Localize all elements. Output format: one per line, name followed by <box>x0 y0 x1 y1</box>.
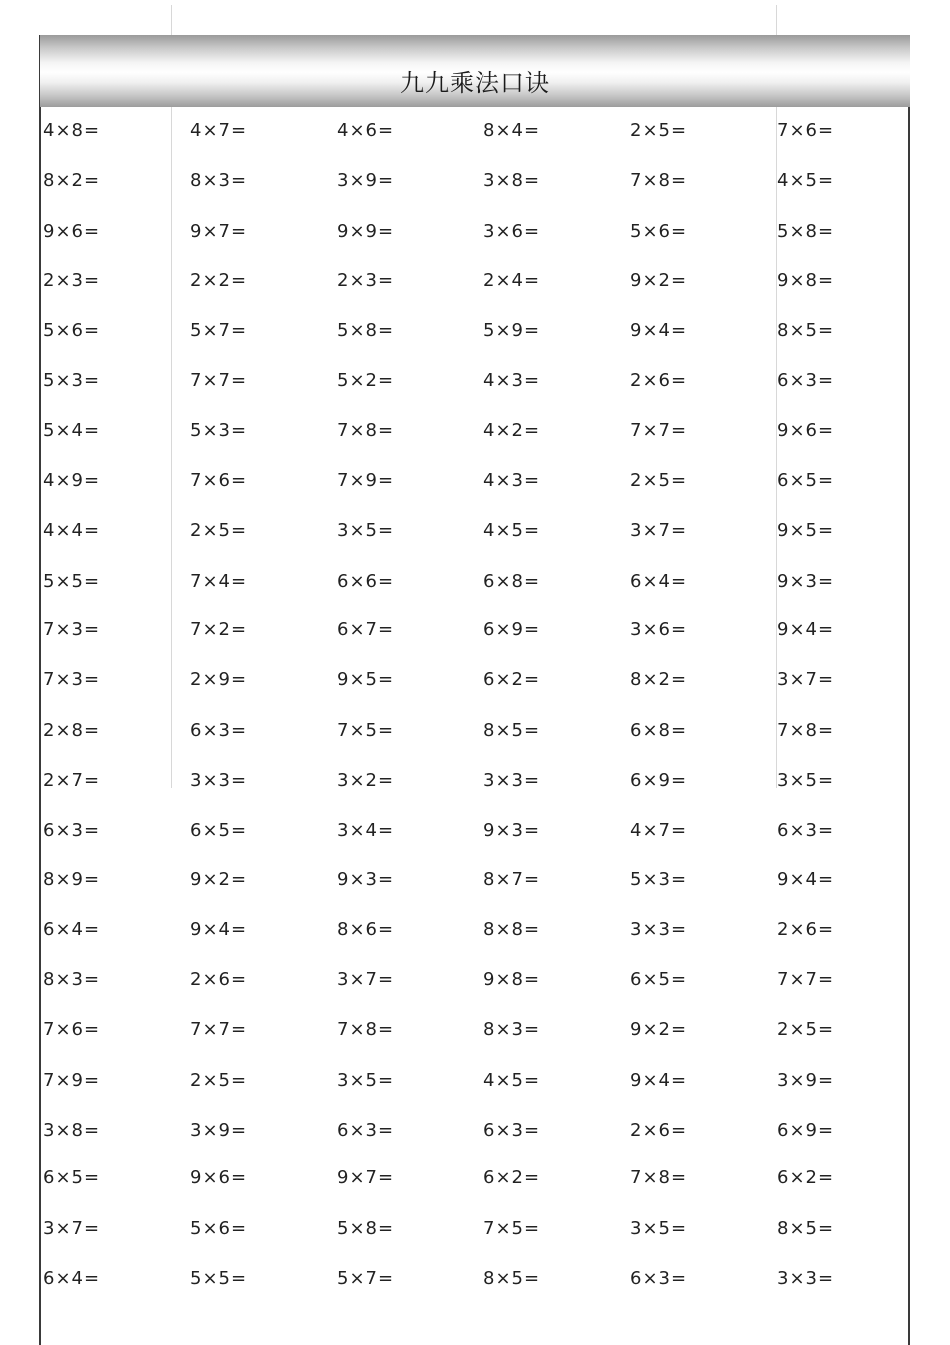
math-problem: 7×5= <box>337 720 395 741</box>
math-problem: 3×5= <box>337 520 395 541</box>
math-problem: 7×2= <box>190 619 248 640</box>
math-problem: 2×6= <box>630 370 688 391</box>
math-problem: 4×6= <box>337 120 395 141</box>
math-problem: 6×5= <box>190 820 248 841</box>
math-problem: 6×3= <box>337 1120 395 1141</box>
math-problem: 9×8= <box>483 969 541 990</box>
math-problem: 9×3= <box>483 820 541 841</box>
math-problem: 3×3= <box>777 1268 835 1289</box>
math-problem: 6×2= <box>777 1167 835 1188</box>
math-problem: 3×7= <box>43 1218 101 1239</box>
math-problem: 7×9= <box>337 470 395 491</box>
math-problem: 4×5= <box>777 170 835 191</box>
math-problem: 9×4= <box>630 1070 688 1091</box>
math-problem: 6×2= <box>483 669 541 690</box>
math-problem: 6×4= <box>43 1268 101 1289</box>
math-problem: 4×5= <box>483 520 541 541</box>
math-problem: 6×8= <box>630 720 688 741</box>
math-problem: 8×5= <box>483 1268 541 1289</box>
math-problem: 5×5= <box>190 1268 248 1289</box>
math-problem: 6×8= <box>483 571 541 592</box>
math-problem: 3×3= <box>190 770 248 791</box>
math-problem: 6×3= <box>43 820 101 841</box>
math-problem: 6×9= <box>483 619 541 640</box>
math-problem: 5×4= <box>43 420 101 441</box>
math-problem: 7×6= <box>777 120 835 141</box>
column-guide-line-left <box>171 5 172 788</box>
math-problem: 5×6= <box>630 221 688 242</box>
math-problem: 3×9= <box>777 1070 835 1091</box>
math-problem: 4×3= <box>483 470 541 491</box>
math-problem: 2×5= <box>190 520 248 541</box>
math-problem: 7×7= <box>190 1019 248 1040</box>
math-problem: 9×3= <box>777 571 835 592</box>
math-problem: 6×3= <box>483 1120 541 1141</box>
math-problem: 7×6= <box>43 1019 101 1040</box>
math-problem: 3×3= <box>483 770 541 791</box>
math-problem: 5×7= <box>190 320 248 341</box>
math-problem: 3×5= <box>777 770 835 791</box>
math-problem: 9×2= <box>190 869 248 890</box>
math-problem: 7×8= <box>777 720 835 741</box>
math-problem: 8×7= <box>483 869 541 890</box>
math-problem: 7×8= <box>337 1019 395 1040</box>
math-problem: 3×2= <box>337 770 395 791</box>
math-problem: 5×2= <box>337 370 395 391</box>
math-problem: 7×3= <box>43 619 101 640</box>
math-problem: 9×3= <box>337 869 395 890</box>
page-title: 九九乘法口诀 <box>400 69 550 97</box>
math-problem: 3×7= <box>337 969 395 990</box>
math-problem: 9×4= <box>630 320 688 341</box>
math-problem: 5×8= <box>337 1218 395 1239</box>
math-problem: 3×7= <box>630 520 688 541</box>
math-problem: 6×4= <box>630 571 688 592</box>
math-problem: 6×5= <box>43 1167 101 1188</box>
math-problem: 3×5= <box>630 1218 688 1239</box>
math-problem: 7×9= <box>43 1070 101 1091</box>
math-problem: 2×6= <box>190 969 248 990</box>
math-problem: 4×7= <box>190 120 248 141</box>
math-problem: 9×2= <box>630 1019 688 1040</box>
math-problem: 5×3= <box>190 420 248 441</box>
math-problem: 9×8= <box>777 270 835 291</box>
math-problem: 2×8= <box>43 720 101 741</box>
math-problem: 6×3= <box>190 720 248 741</box>
math-problem: 2×9= <box>190 669 248 690</box>
math-problem: 9×9= <box>337 221 395 242</box>
math-problem: 5×8= <box>337 320 395 341</box>
math-problem: 9×6= <box>777 420 835 441</box>
math-problem: 2×5= <box>630 120 688 141</box>
math-problem: 9×6= <box>43 221 101 242</box>
math-problem: 9×7= <box>337 1167 395 1188</box>
page-border-left <box>39 35 41 1345</box>
page-border-right <box>908 35 910 1345</box>
math-problem: 2×2= <box>190 270 248 291</box>
math-problem: 7×3= <box>43 669 101 690</box>
math-problem: 8×3= <box>190 170 248 191</box>
math-problem: 8×8= <box>483 919 541 940</box>
math-problem: 5×3= <box>630 869 688 890</box>
math-problem: 5×3= <box>43 370 101 391</box>
math-problem: 2×4= <box>483 270 541 291</box>
math-problem: 7×8= <box>630 170 688 191</box>
math-problem: 3×3= <box>630 919 688 940</box>
math-problem: 8×3= <box>483 1019 541 1040</box>
math-problem: 4×8= <box>43 120 101 141</box>
math-problem: 8×4= <box>483 120 541 141</box>
math-problem: 4×2= <box>483 420 541 441</box>
math-problem: 9×4= <box>190 919 248 940</box>
math-problem: 7×4= <box>190 571 248 592</box>
math-problem: 9×4= <box>777 869 835 890</box>
math-problem: 3×6= <box>483 221 541 242</box>
math-problem: 8×2= <box>630 669 688 690</box>
math-problem: 8×5= <box>777 320 835 341</box>
math-problem: 2×5= <box>777 1019 835 1040</box>
math-problem: 3×8= <box>43 1120 101 1141</box>
math-problem: 6×9= <box>630 770 688 791</box>
math-problem: 6×9= <box>777 1120 835 1141</box>
math-problem: 4×9= <box>43 470 101 491</box>
math-problem: 6×5= <box>630 969 688 990</box>
math-problem: 3×8= <box>483 170 541 191</box>
math-problem: 6×2= <box>483 1167 541 1188</box>
math-problem: 6×3= <box>777 820 835 841</box>
math-problem: 7×7= <box>777 969 835 990</box>
math-problem: 4×4= <box>43 520 101 541</box>
math-problem: 6×5= <box>777 470 835 491</box>
math-problem: 6×7= <box>337 619 395 640</box>
math-problem: 3×7= <box>777 669 835 690</box>
math-problem: 8×9= <box>43 869 101 890</box>
math-problem: 5×5= <box>43 571 101 592</box>
math-problem: 7×8= <box>337 420 395 441</box>
math-problem: 3×9= <box>190 1120 248 1141</box>
math-problem: 9×5= <box>777 520 835 541</box>
math-problem: 4×5= <box>483 1070 541 1091</box>
math-problem: 5×8= <box>777 221 835 242</box>
title-bar <box>40 35 910 107</box>
math-problem: 7×7= <box>630 420 688 441</box>
math-problem: 8×2= <box>43 170 101 191</box>
math-problem: 6×3= <box>630 1268 688 1289</box>
math-problem: 6×6= <box>337 571 395 592</box>
math-problem: 6×3= <box>777 370 835 391</box>
math-problem: 3×4= <box>337 820 395 841</box>
math-problem: 7×7= <box>190 370 248 391</box>
math-problem: 9×7= <box>190 221 248 242</box>
math-problem: 2×6= <box>630 1120 688 1141</box>
math-problem: 8×5= <box>777 1218 835 1239</box>
math-problem: 2×6= <box>777 919 835 940</box>
math-problem: 8×5= <box>483 720 541 741</box>
math-problem: 3×5= <box>337 1070 395 1091</box>
math-problem: 2×7= <box>43 770 101 791</box>
math-problem: 2×3= <box>43 270 101 291</box>
math-problem: 5×6= <box>43 320 101 341</box>
math-problem: 7×6= <box>190 470 248 491</box>
math-problem: 9×4= <box>777 619 835 640</box>
math-problem: 5×7= <box>337 1268 395 1289</box>
math-problem: 8×3= <box>43 969 101 990</box>
math-problem: 9×6= <box>190 1167 248 1188</box>
math-problem: 3×6= <box>630 619 688 640</box>
math-problem: 9×5= <box>337 669 395 690</box>
math-problem: 5×9= <box>483 320 541 341</box>
math-problem: 2×3= <box>337 270 395 291</box>
math-problem: 4×3= <box>483 370 541 391</box>
math-problem: 2×5= <box>190 1070 248 1091</box>
math-problem: 2×5= <box>630 470 688 491</box>
math-problem: 7×5= <box>483 1218 541 1239</box>
math-problem: 6×4= <box>43 919 101 940</box>
math-problem: 7×8= <box>630 1167 688 1188</box>
math-problem: 3×9= <box>337 170 395 191</box>
math-problem: 8×6= <box>337 919 395 940</box>
math-problem: 4×7= <box>630 820 688 841</box>
math-problem: 5×6= <box>190 1218 248 1239</box>
math-problem: 9×2= <box>630 270 688 291</box>
